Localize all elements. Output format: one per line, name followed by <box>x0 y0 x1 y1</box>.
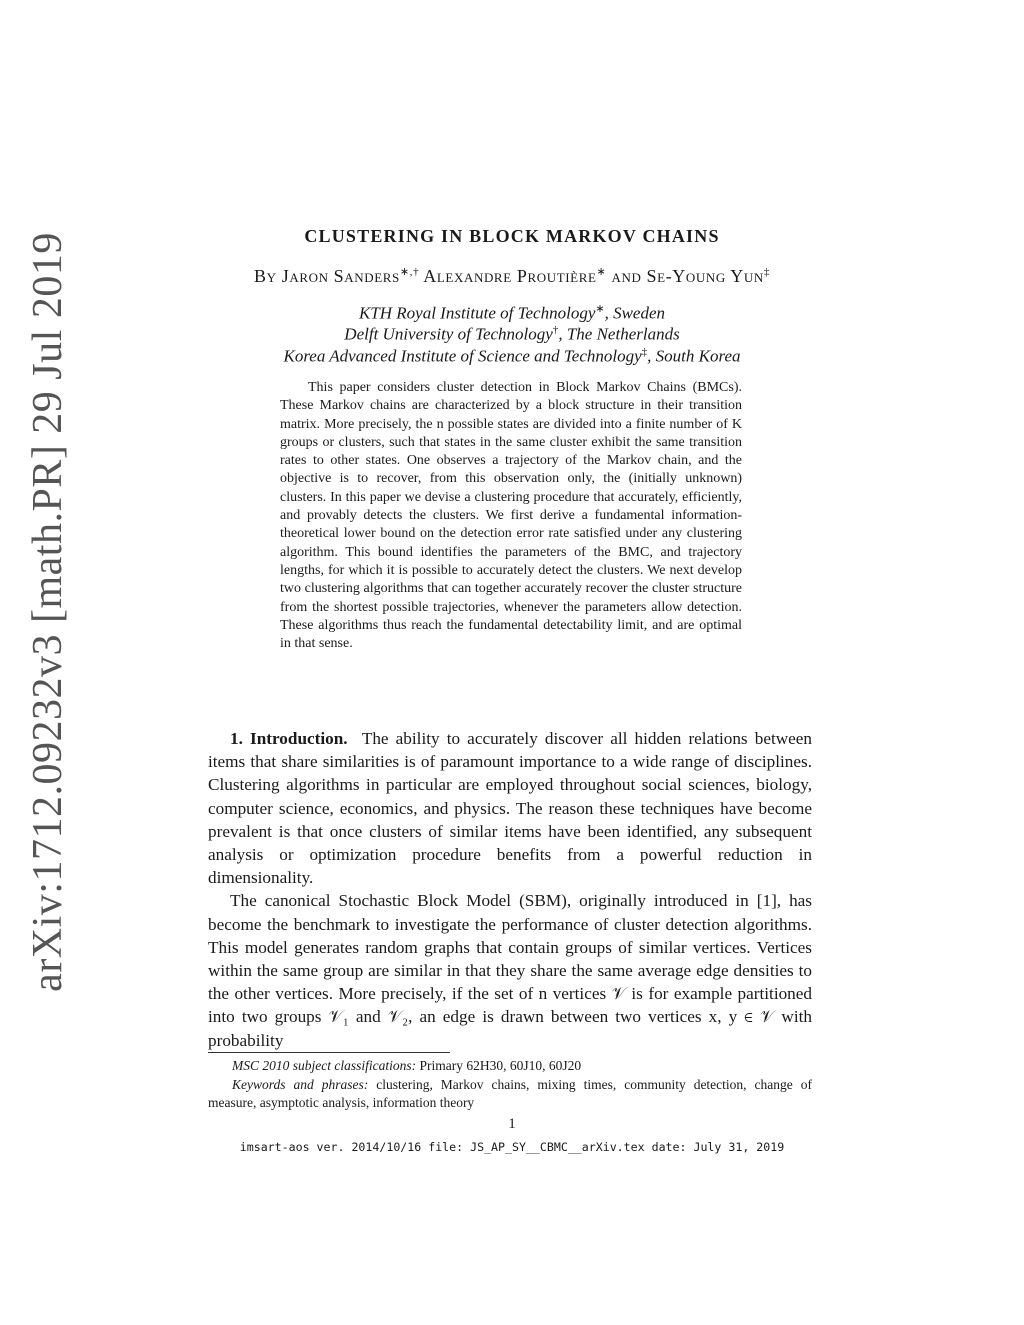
author-1-marks: ∗,† <box>399 266 420 278</box>
footnote-rule <box>208 1052 450 1053</box>
author-3: Se-Young Yun <box>646 266 764 286</box>
intro-paragraph-1 <box>208 727 812 889</box>
keywords-text: clustering, Markov chains, mixing times, community detection, change of measure, asymptotic analysis, information theory <box>208 1076 812 1110</box>
author-line <box>0 265 1024 287</box>
affiliation-3-name: Korea Advanced Institute of Science and Technology <box>283 346 642 366</box>
author-2-marks: ∗ <box>596 266 607 278</box>
affiliation-1 <box>0 302 1024 324</box>
paper-title: CLUSTERING IN BLOCK MARKOV CHAINS <box>304 226 720 246</box>
footnotes <box>208 1057 812 1113</box>
msc-footnote <box>208 1057 812 1076</box>
affiliation-1-name: KTH Royal Institute of Technology <box>358 303 596 323</box>
affiliation-3-mark: ‡ <box>641 346 648 358</box>
section-heading: 1. Introduction. <box>230 729 348 748</box>
msc-text: Primary 62H30, 60J10, 60J20 <box>419 1058 582 1073</box>
imsart-footer: imsart-aos ver. 2014/10/16 file: JS_AP_SY__CBMC__arXiv.tex date: July 31, 2019 <box>239 1140 785 1154</box>
affiliation-2-mark: † <box>552 324 559 336</box>
page-number: 1 <box>508 1116 516 1132</box>
keywords-label: Keywords and phrases: <box>232 1076 369 1092</box>
affiliation-3 <box>0 346 1024 367</box>
author-1: Jaron Sanders <box>281 266 400 286</box>
arxiv-side-stamp: arXiv:1712.09232v3 [math.PR] 29 Jul 2019 <box>25 232 71 992</box>
author-and: and <box>611 266 642 286</box>
affiliation-3-rest: , South Korea <box>647 346 741 366</box>
author-by: By <box>254 266 277 286</box>
affiliation-2 <box>0 324 1024 345</box>
affiliation-2-rest: , The Netherlands <box>558 324 680 344</box>
abstract <box>280 379 742 653</box>
msc-label: MSC 2010 subject classifications: <box>232 1058 417 1073</box>
keywords-footnote <box>208 1076 812 1113</box>
affiliation-1-rest: , Sweden <box>604 303 666 323</box>
author-3-marks: ‡ <box>763 266 770 278</box>
intro-paragraph-1-text: The ability to accurately discover all hidden relations between items that share similarities is of paramount importance to a wide range of disciplines. Clustering algorithms in particular are employed throughout social sciences, biology, computer science, economics, and physics. The reason these techniques have become prevalent is that once clusters of similar items have been identified, any subsequent analysis or optimization procedure benefits from a powerful reduction in dimensionality. <box>208 729 812 888</box>
intro-paragraph-2: The canonical Stochastic Block Model (SBM), originally introduced in [1], has become the benchmark to investigate the performance of cluster detection algorithms. This model generates random graphs that contain groups of similar vertices. Vertices within the same group are similar in that they share the same average edge densities to the other vertices. More precisely, if the set of n vertices 𝒱 is for example partitioned into two groups 𝒱₁ and 𝒱₂, an edge is drawn between two vertices x, y ∈ 𝒱 with probability <box>208 891 812 1050</box>
author-2: Alexandre Proutière <box>423 266 597 286</box>
abstract-text: This paper considers cluster detection in Block Markov Chains (BMCs). These Markov chains are characterized by a block structure in their transition matrix. More precisely, the n possible states are divided into a finite number of K groups or clusters, such that states in the same cluster exhibit the same transition rates to other states. One observes a trajectory of the Markov chain, and the objective is to recover, from this observation only, the (initially unknown) clusters. In this paper we devise a clustering procedure that accurately, efficiently, and provably detects the clusters. We first derive a fundamental information-theoretical lower bound on the detection error rate satisfied under any clustering algorithm. This bound identifies the parameters of the BMC, and trajectory lengths, for which it is possible to accurately detect the clusters. We next develop two clustering algorithms that can together accurately recover the cluster structure from the shortest possible trajectories, whenever the parameters allow detection. These algorithms thus reach the fundamental detectability limit, and are optimal in that sense. <box>280 380 742 652</box>
affiliation-2-name: Delft University of Technology <box>344 324 553 344</box>
introduction-section <box>208 727 812 1052</box>
affiliation-1-mark: ∗ <box>595 303 605 315</box>
